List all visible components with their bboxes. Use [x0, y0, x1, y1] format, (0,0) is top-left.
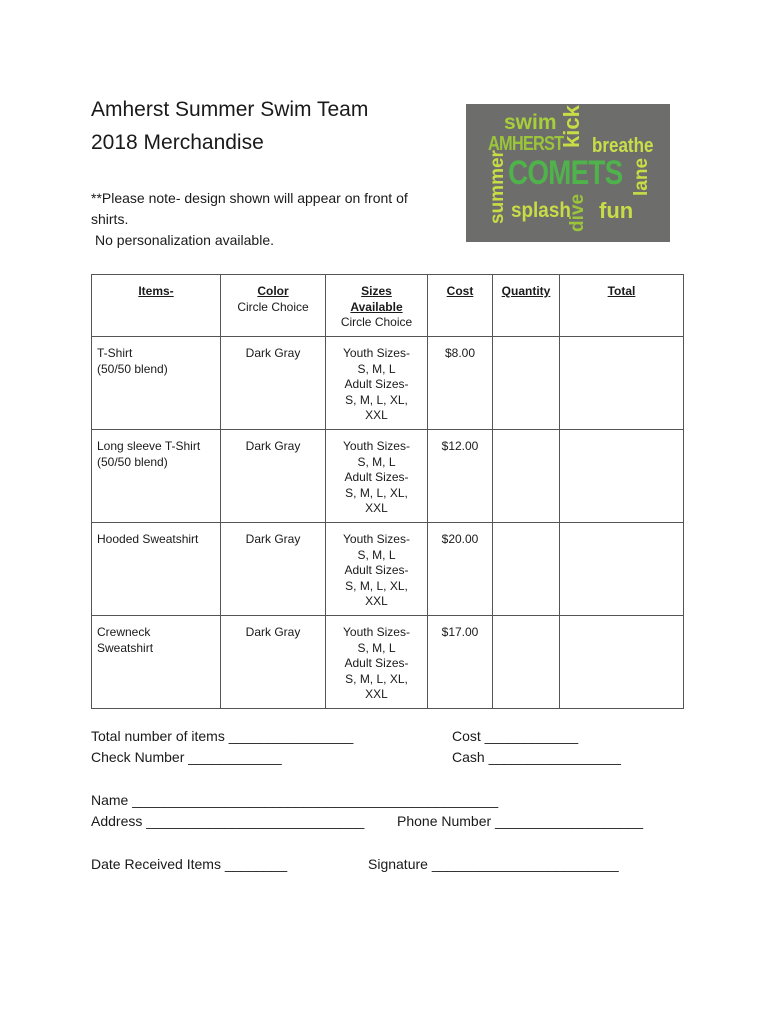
- logo-word: breathe: [592, 135, 654, 157]
- logo-word: COMETS: [508, 154, 623, 192]
- title-line-2: 2018 Merchandise: [91, 131, 264, 154]
- quantity-cell[interactable]: [493, 523, 560, 616]
- logo-word: AMHERST: [488, 133, 564, 155]
- total-cell[interactable]: [560, 616, 684, 709]
- table-row: [92, 523, 684, 616]
- comets-word-cloud-logo: [466, 104, 670, 242]
- quantity-cell[interactable]: [493, 616, 560, 709]
- logo-word: fun: [599, 198, 634, 223]
- header-total: Total: [560, 275, 684, 337]
- logo-word: splash: [511, 199, 571, 222]
- date-received-field[interactable]: Date Received Items ________: [91, 856, 288, 872]
- table-header-row: [92, 275, 684, 337]
- check-number-field[interactable]: Check Number ____________: [91, 749, 282, 765]
- logo-word: dive: [567, 193, 588, 232]
- total-cell[interactable]: [560, 523, 684, 616]
- color-cell[interactable]: Dark Gray: [221, 430, 326, 523]
- logo-word: summer: [487, 150, 508, 224]
- header-cost: Cost: [428, 275, 493, 337]
- header-quantity: Quantity: [493, 275, 560, 337]
- item-cell: Crewneck Sweatshirt: [92, 616, 221, 709]
- address-field[interactable]: Address ____________________________: [91, 813, 365, 829]
- name-field[interactable]: Name _______________________________________________: [91, 792, 499, 808]
- sizes-cell[interactable]: Youth Sizes- S, M, L Adult Sizes- S, M, L, XL, XXL: [326, 616, 428, 709]
- phone-number-field[interactable]: Phone Number ___________________: [397, 813, 643, 829]
- cost-field[interactable]: Cost ____________: [452, 728, 579, 744]
- cash-field[interactable]: Cash _________________: [452, 749, 621, 765]
- logo-word: swim: [504, 111, 557, 134]
- logo-word: lane: [631, 157, 652, 196]
- sizes-cell[interactable]: Youth Sizes- S, M, L Adult Sizes- S, M, L, XL, XXL: [326, 430, 428, 523]
- header-items: Items-: [92, 275, 221, 337]
- header-sizes: Sizes Available Circle Choice: [326, 275, 428, 337]
- quantity-cell[interactable]: [493, 430, 560, 523]
- total-cell[interactable]: [560, 430, 684, 523]
- logo-word: kick: [559, 105, 584, 148]
- item-cell: Long sleeve T-Shirt (50/50 blend): [92, 430, 221, 523]
- quantity-cell[interactable]: [493, 337, 560, 430]
- item-cell: T-Shirt (50/50 blend): [92, 337, 221, 430]
- sizes-cell[interactable]: Youth Sizes- S, M, L Adult Sizes- S, M, L, XL, XXL: [326, 337, 428, 430]
- header-color: Color Circle Choice: [221, 275, 326, 337]
- note-line-2: shirts.: [91, 211, 129, 227]
- color-cell[interactable]: Dark Gray: [221, 523, 326, 616]
- cost-cell: $20.00: [428, 523, 493, 616]
- cost-cell: $17.00: [428, 616, 493, 709]
- signature-field[interactable]: Signature ________________________: [368, 856, 619, 872]
- note-line-1: **Please note- design shown will appear on front of: [91, 190, 408, 206]
- color-cell[interactable]: Dark Gray: [221, 616, 326, 709]
- sizes-cell[interactable]: Youth Sizes- S, M, L Adult Sizes- S, M, L, XL, XXL: [326, 523, 428, 616]
- cost-cell: $12.00: [428, 430, 493, 523]
- item-cell: Hooded Sweatshirt: [92, 523, 221, 616]
- table-row: [92, 616, 684, 709]
- merchandise-table: [91, 274, 684, 709]
- note-line-3: No personalization available.: [95, 232, 274, 248]
- color-cell[interactable]: Dark Gray: [221, 337, 326, 430]
- table-row: [92, 430, 684, 523]
- total-items-field[interactable]: Total number of items ________________: [91, 728, 354, 744]
- cost-cell: $8.00: [428, 337, 493, 430]
- design-note: [91, 188, 408, 251]
- total-cell[interactable]: [560, 337, 684, 430]
- title-line-1: Amherst Summer Swim Team: [91, 98, 369, 121]
- page-title: [91, 93, 368, 159]
- table-row: [92, 337, 684, 430]
